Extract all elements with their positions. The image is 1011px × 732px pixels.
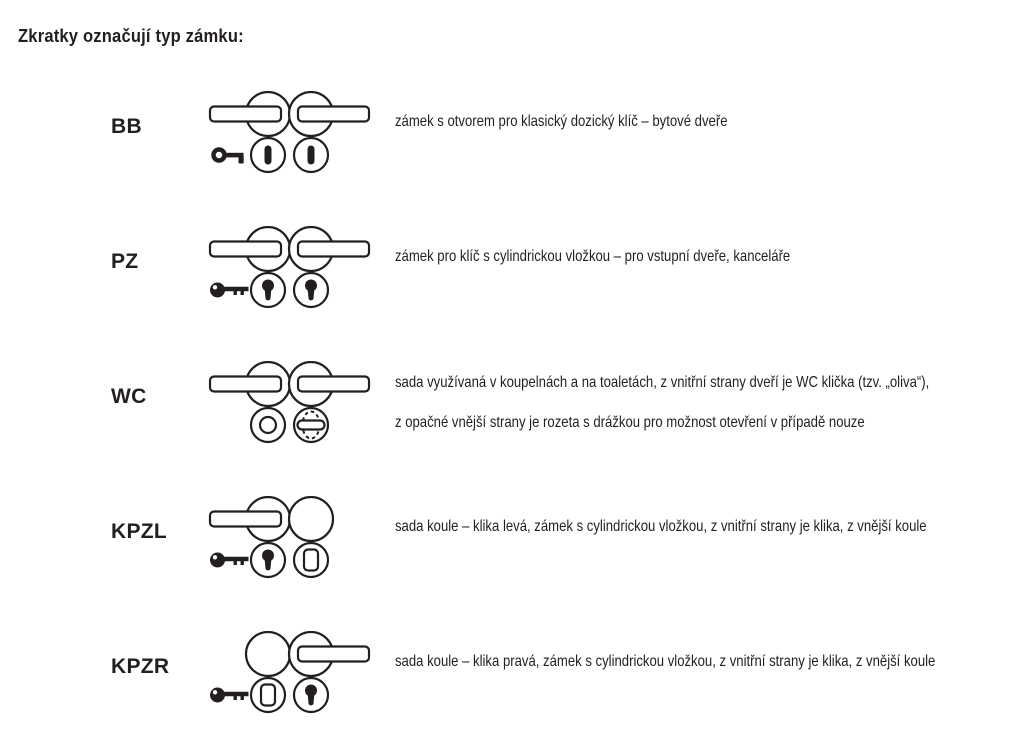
lever-handle-left-icon (210, 92, 290, 136)
bit-key-icon (214, 150, 244, 164)
lock-code-label: PZ (111, 250, 139, 273)
description-line: z opačné vnější strany je rozeta s drážkou pro možnost otevření v případě nouze (395, 414, 865, 431)
lever-handle-right-icon (289, 227, 369, 271)
lock-set-diagram-wc (205, 361, 380, 445)
cylinder-keyhole-rosette-icon (251, 543, 285, 577)
lock-type-row-kpzr (0, 631, 1011, 715)
description-line: zámek s otvorem pro klasický dozický klíč – bytové dveře (395, 113, 728, 130)
description-line: sada koule – klika pravá, zámek s cylindrickou vložkou, z vnitřní strany je klika, z vnější koule (395, 653, 936, 670)
bb-keyhole-rosette-icon (294, 138, 328, 172)
description-line: zámek pro klíč s cylindrickou vložkou – pro vstupní dveře, kanceláře (395, 248, 791, 265)
lock-code-label: KPZR (111, 655, 170, 678)
cylinder-keyhole-rosette-icon (251, 273, 285, 307)
blind-rosette-icon (294, 543, 328, 577)
lock-set-diagram-bb (205, 91, 380, 175)
lever-handle-left-icon (210, 497, 290, 541)
wc-oliva-rosette-icon (294, 408, 328, 442)
lever-handle-right-icon (289, 92, 369, 136)
lock-description (395, 516, 1011, 538)
lever-handle-right-icon (289, 362, 369, 406)
lock-description (395, 363, 1011, 443)
bb-keyhole-rosette-icon (251, 138, 285, 172)
lock-code-label: WC (111, 385, 147, 408)
lever-handle-left-icon (210, 362, 290, 406)
lock-type-row-kpzl (0, 496, 1011, 580)
lock-description (395, 651, 1011, 673)
lock-code-label: BB (111, 115, 142, 138)
lock-type-row-wc (0, 361, 1011, 445)
page-title: Zkratky označují typ zámku: (18, 26, 244, 46)
description-line: sada koule – klika levá, zámek s cylindrickou vložkou, z vnitřní strany je klika, z vnější koule (395, 518, 927, 535)
lock-set-diagram-kpzr (205, 631, 380, 715)
lock-code-label: KPZL (111, 520, 168, 543)
cylinder-key-icon (210, 283, 249, 298)
cylinder-keyhole-rosette-icon (294, 273, 328, 307)
cylinder-key-icon (210, 553, 249, 568)
description-line: sada využívaná v koupelnách a na toaletách, z vnitřní strany dveří je WC klička (tzv. „oliva“), (395, 374, 930, 391)
lock-type-row-pz (0, 226, 1011, 310)
knob-icon (289, 497, 333, 541)
lock-description (395, 246, 877, 268)
lock-set-diagram-kpzl (205, 496, 380, 580)
cylinder-key-icon (210, 688, 249, 703)
lock-description (395, 111, 800, 133)
emergency-groove-rosette-icon (251, 408, 285, 442)
lock-type-row-bb (0, 91, 1011, 175)
blind-rosette-icon (251, 678, 285, 712)
knob-icon (246, 632, 290, 676)
cylinder-keyhole-rosette-icon (294, 678, 328, 712)
lever-handle-left-icon (210, 227, 290, 271)
lever-handle-right-icon (289, 632, 369, 676)
lock-set-diagram-pz (205, 226, 380, 310)
